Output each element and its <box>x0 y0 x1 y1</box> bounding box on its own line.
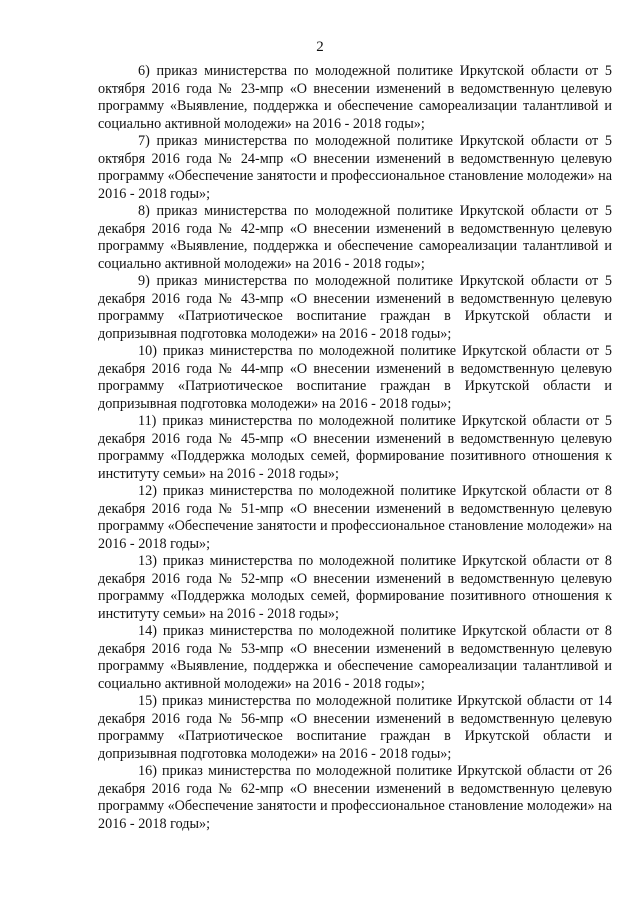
list-item: 12) приказ министерства по молодежной политике Иркутской области от 8 декабря 2016 года № 51-мпр «О внесении изменений в ведомственную целевую программу «Обеспечение занятости и профессиональное становление молодежи» на 2016 - 2018 годы»; <box>98 483 612 552</box>
list-item: 10) приказ министерства по молодежной политике Иркутской области от 5 декабря 2016 года № 44-мпр «О внесении изменений в ведомственную целевую программу «Патриотическое воспитание граждан в Иркутской области и допризывная подготовка молодежи» на 2016 - 2018 годы»; <box>98 343 612 412</box>
list-item: 13) приказ министерства по молодежной политике Иркутской области от 8 декабря 2016 года № 52-мпр «О внесении изменений в ведомственную целевую программу «Поддержка молодых семей, формирование позитивного отношения к институту семьи» на 2016 - 2018 годы»; <box>98 553 612 622</box>
list-item: 8) приказ министерства по молодежной политике Иркутской области от 5 декабря 2016 года № 42-мпр «О внесении изменений в ведомственную целевую программу «Выявление, поддержка и обеспечение самореализации талантливой и социально активной молодежи» на 2016 - 2018 годы»; <box>98 203 612 272</box>
list-item: 7) приказ министерства по молодежной политике Иркутской области от 5 октября 2016 года № 24-мпр «О внесении изменений в ведомственную целевую программу «Обеспечение занятости и профессиональное становление молодежи» на 2016 - 2018 годы»; <box>98 133 612 202</box>
list-item: 11) приказ министерства по молодежной политике Иркутской области от 5 декабря 2016 года № 45-мпр «О внесении изменений в ведомственную целевую программу «Поддержка молодых семей, формирование позитивного отношения к институту семьи» на 2016 - 2018 годы»; <box>98 413 612 482</box>
list-item: 16) приказ министерства по молодежной политике Иркутской области от 26 декабря 2016 года № 62-мпр «О внесении изменений в ведомственную целевую программу «Обеспечение занятости и профессиональное становление молодежи» на 2016 - 2018 годы»; <box>98 763 612 832</box>
orders-list <box>98 63 612 833</box>
page-number: 2 <box>316 39 324 55</box>
list-item: 9) приказ министерства по молодежной политике Иркутской области от 5 декабря 2016 года № 43-мпр «О внесении изменений в ведомственную целевую программу «Патриотическое воспитание граждан в Иркутской области и допризывная подготовка молодежи» на 2016 - 2018 годы»; <box>98 273 612 342</box>
list-item: 6) приказ министерства по молодежной политике Иркутской области от 5 октября 2016 года № 23-мпр «О внесении изменений в ведомственную целевую программу «Выявление, поддержка и обеспечение самореализации талантливой и социально активной молодежи» на 2016 - 2018 годы»; <box>98 63 612 132</box>
list-item: 14) приказ министерства по молодежной политике Иркутской области от 8 декабря 2016 года № 53-мпр «О внесении изменений в ведомственную целевую программу «Выявление, поддержка и обеспечение самореализации талантливой и социально активной молодежи» на 2016 - 2018 годы»; <box>98 623 612 692</box>
list-item: 15) приказ министерства по молодежной политике Иркутской области от 14 декабря 2016 года № 56-мпр «О внесении изменений в ведомственную целевую программу «Патриотическое воспитание граждан в Иркутской области и допризывная подготовка молодежи» на 2016 - 2018 годы»; <box>98 693 612 762</box>
